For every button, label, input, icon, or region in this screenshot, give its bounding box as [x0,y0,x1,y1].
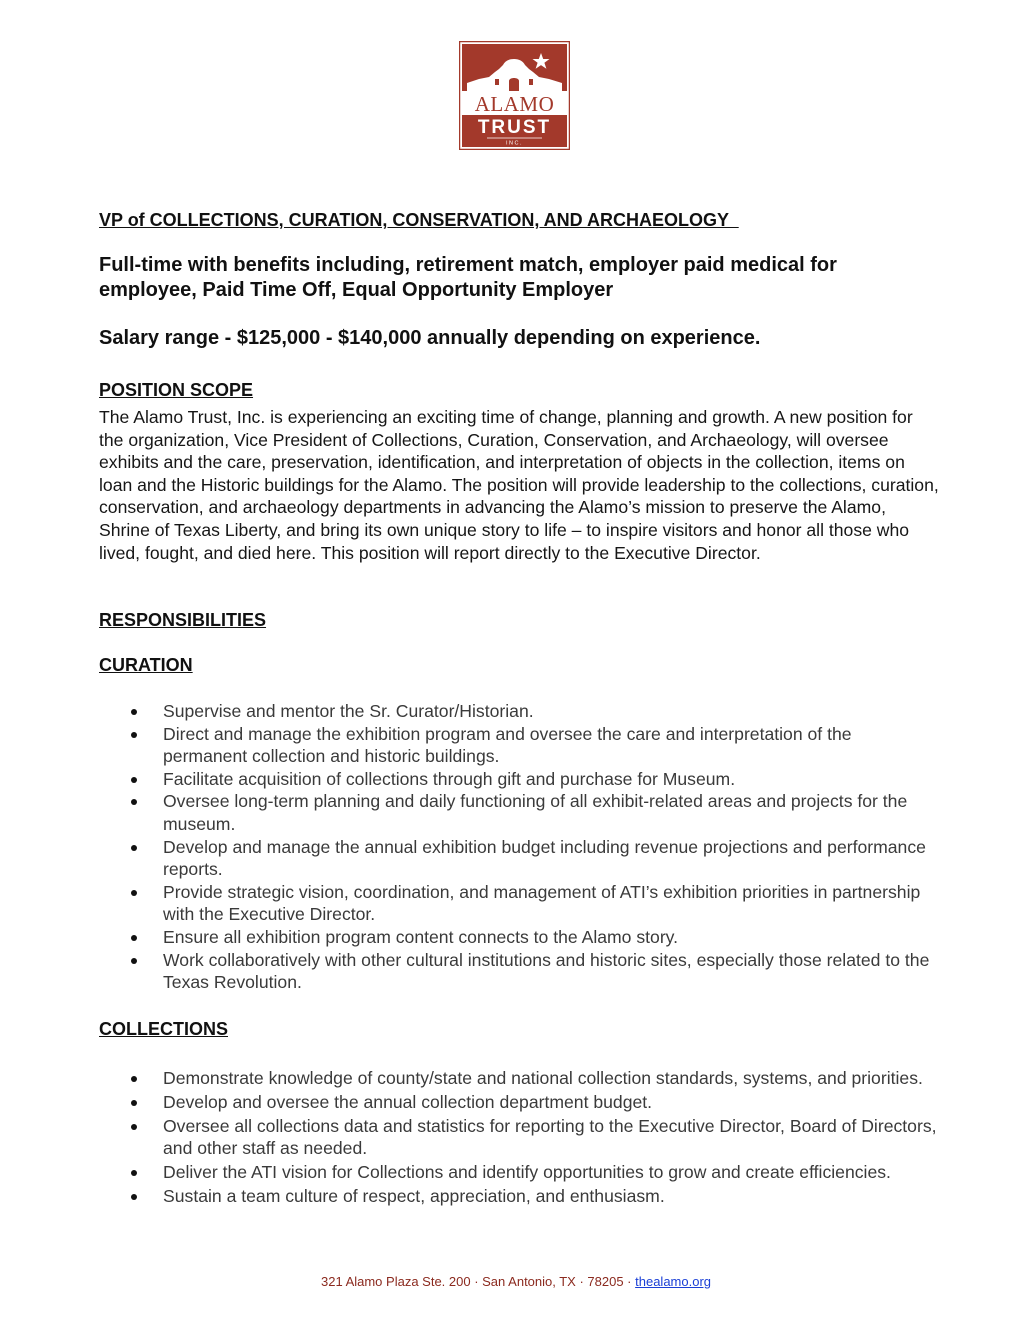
bullet-icon [131,1100,137,1106]
list-item [99,1115,939,1160]
list-item-text: Work collaboratively with other cultural institutions and historic sites, especially those related to the Texas Revolution. [163,949,930,993]
list-item-text: Deliver the ATI vision for Collections and identify opportunities to grow and create efficiencies. [163,1161,891,1182]
bullet-icon [131,1194,137,1200]
list-item [99,1091,939,1114]
bullet-icon [131,958,137,964]
job-title: VP of COLLECTIONS, CURATION, CONSERVATION, AND ARCHAEOLOGY [99,210,739,230]
collections-list [99,1067,939,1209]
page-footer [0,1273,1032,1291]
list-item [99,926,939,949]
bullet-icon [131,845,137,851]
bullet-icon [131,799,137,805]
bullet-icon [131,777,137,783]
logo-text-inc: INC. [506,140,523,147]
list-item-text: Ensure all exhibition program content connects to the Alamo story. [163,926,679,947]
list-item-text: Oversee long-term planning and daily functioning of all exhibit-related areas and projects for the museum. [163,791,908,834]
website-link[interactable]: thealamo.org [635,1274,712,1289]
list-item [99,768,939,791]
bullet-icon [131,1076,137,1082]
list-item [99,949,939,994]
curation-list [99,700,939,994]
list-item-text: Develop and manage the annual exhibition budget including revenue projections and performance reports. [163,836,926,880]
curation-heading: CURATION [99,655,193,675]
bullet-icon [131,709,137,715]
list-item-text: Direct and manage the exhibition program and oversee the care and interpretation of the permanent collection and historic buildings. [163,723,852,767]
footer-address: 321 Alamo Plaza Ste. 200 · San Antonio, TX · 78205 · [320,1274,636,1289]
bullet-icon [131,1170,137,1176]
list-item-text: Oversee all collections data and statistics for reporting to the Executive Director, Board of Directors, and other staff as needed. [163,1115,937,1159]
responsibilities-heading: RESPONSIBILITIES [99,610,267,630]
alamo-trust-logo [459,41,570,150]
list-item-text: Demonstrate knowledge of county/state and national collection standards, systems, and priorities. [163,1068,923,1088]
list-item-text: Provide strategic vision, coordination, and management of ATI’s exhibition priorities in partnership with the Executive Director. [163,881,921,925]
collections-heading: COLLECTIONS [99,1019,228,1039]
logo-text-alamo: ALAMO [474,92,555,116]
list-item-text: Supervise and mentor the Sr. Curator/Historian. [163,701,534,721]
list-item [99,700,939,723]
list-item [99,881,939,926]
list-item [99,1185,939,1208]
list-item [99,836,939,881]
list-item-text: Sustain a team culture of respect, appreciation, and enthusiasm. [163,1185,665,1206]
list-item [99,1067,939,1090]
list-item-text: Develop and oversee the annual collection department budget. [163,1091,653,1112]
benefits-statement: Full-time with benefits including, retirement match, employer paid medical for employee, Paid Time Off, Equal Opportunity Employer [99,254,837,301]
bullet-icon [131,732,137,738]
position-scope-text: The Alamo Trust, Inc. is experiencing an exciting time of change, planning and growth. A new position for the organization, Vice President of Collections, Curation, Conservation, and Archaeology, will oversee exhibits and the care, preservation, identification, and interpretation of objects in the collection, items on loan and the Historic buildings for the Alamo. The position will provide leadership to the collections, curation, conservation, and archaeology departments in advancing the Alamo’s mission to preserve the Alamo, Shrine of Texas Liberty, and bring its own unique story to life – to inspire visitors and honor all those who lived, fought, and died here. This position will report directly to the Executive Director. [99,407,939,563]
bullet-icon [131,890,137,896]
salary-range: Salary range - $125,000 - $140,000 annually depending on experience. [99,327,761,349]
logo-text-trust: TRUST [477,117,552,138]
bullet-icon [131,1124,137,1130]
list-item [99,1161,939,1184]
list-item [99,790,939,835]
list-item-text: Facilitate acquisition of collections through gift and purchase for Museum. [163,768,736,789]
bullet-icon [131,935,137,941]
list-item [99,723,939,768]
position-scope-heading: POSITION SCOPE [99,380,254,400]
